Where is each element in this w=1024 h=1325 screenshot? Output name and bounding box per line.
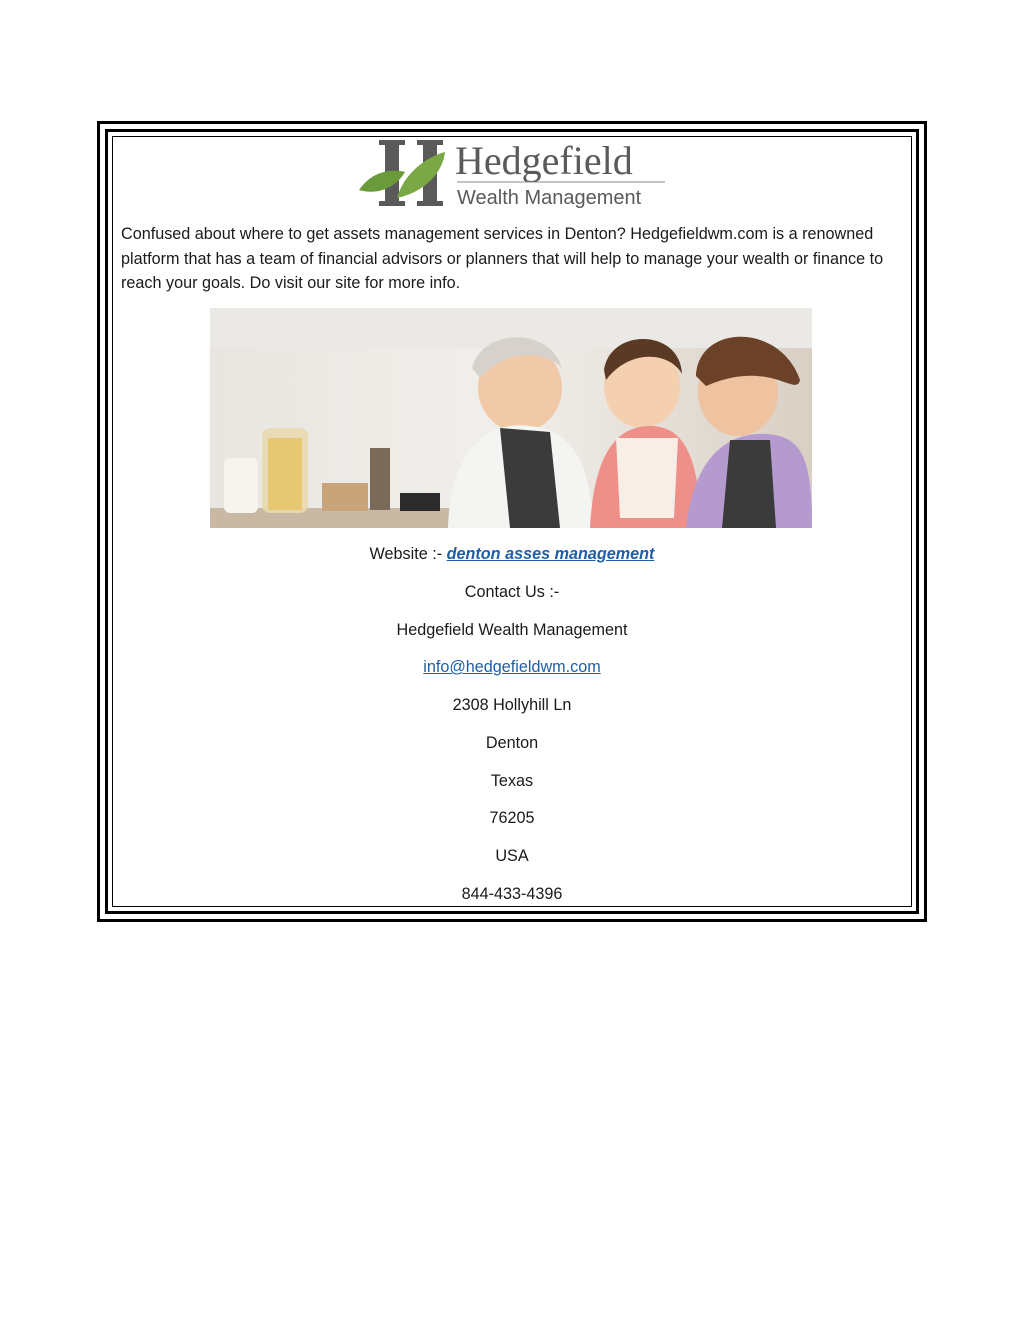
street-address: 2308 Hollyhill Ln [452,696,572,714]
city: Denton [485,734,539,752]
intro-paragraph: Confused about where to get assets management services in Denton? Hedgefieldwm.com is a renowned platform that has a team of financial advisors or planners that will help to manage your wealth or finance to reach your goals. Do visit our site for more info. [121,225,884,292]
country: USA [495,847,529,865]
logo-tagline: Wealth Management [457,187,642,209]
email-link[interactable]: info@hedgefieldwm.com [423,658,601,676]
logo-graphic [357,138,669,210]
family-photo [210,308,812,528]
hedgefield-logo [357,138,669,210]
phone-number: 844-433-4396 [461,885,563,903]
company-name: Hedgefield Wealth Management [396,621,628,639]
website-label: Website :- [369,545,447,563]
zip-code: 76205 [489,809,535,827]
state: Texas [490,772,534,790]
website-line [110,544,914,564]
email-line [110,657,914,677]
logo-name: Hedgefield [455,138,633,183]
leaf-icon [397,152,445,198]
contact-heading: Contact Us :- [464,583,560,601]
website-link[interactable]: denton asses management [446,545,655,563]
